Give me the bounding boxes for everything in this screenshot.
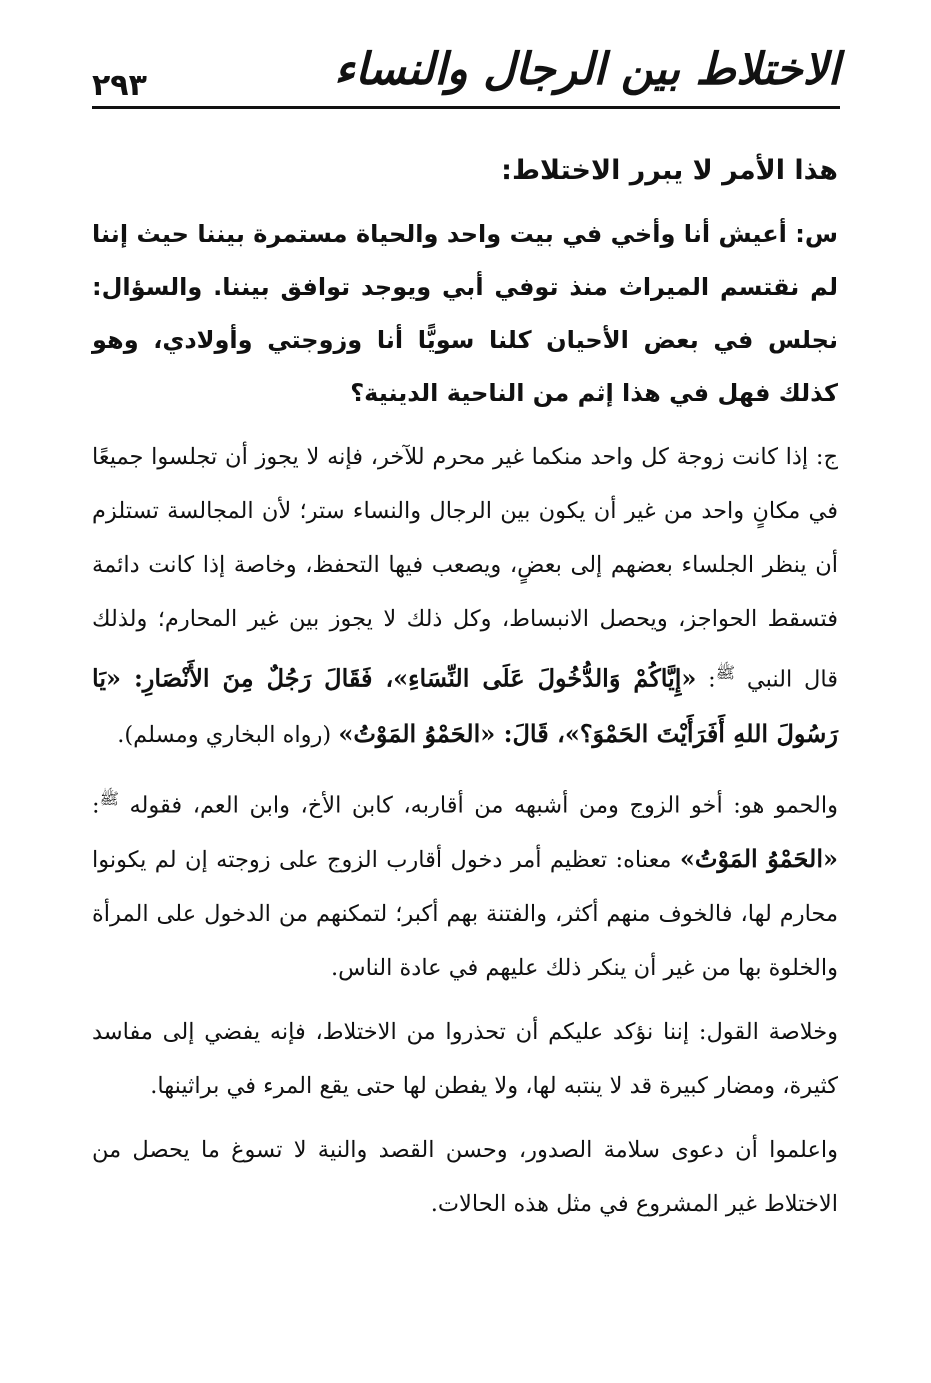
page-content bbox=[92, 148, 838, 1241]
conclusion-paragraph: وخلاصة القول: إننا نؤكد عليكم أن تحذروا من الاختلاط، فإنه يفضي إلى مفاسد كثيرة، ومضار كبيرة قد لا ينتبه لها، ولا يفطن لها حتى يقع المرء في براثينها. bbox=[92, 1019, 838, 1099]
answer-paragraph: ج: إذا كانت زوجة كل واحد منكما غير محرم للآخر، فإنه لا يجوز أن تجلسوا جميعًا في مكانٍ واحد من غير أن يكون بين الرجال والنساء ستر؛ لأن المجالسة تستلزم أن ينظر الجلساء بعضهم إلى بعضٍ، ويصعب فيها التحفظ، وخاصة إذا كانت دائمة فتسقط الحواجز، ويحصل الانبساط، وكل ذلك لا يجوز بين غير المحارم؛ ولذلك قال النبي $^ﷺ$: «إِيَّاكُمْ وَالدُّخُولَ عَلَى النِّسَاءِ»، فَقَالَ رَجُلٌ مِنَ الأَنْصَارِ: «يَا رَسُولَ اللهِ أَفَرَأَيْتَ الحَمْوَ؟»، قَالَ: «الحَمْوُ المَوْتُ» (رواه البخاري ومسلم). bbox=[92, 444, 838, 748]
salawat-symbol: ﷺ bbox=[715, 663, 736, 682]
salawat-symbol-2: ﷺ bbox=[99, 788, 119, 808]
book-title: الاختلاط بين الرجال والنساء bbox=[334, 44, 840, 95]
answer-text: ج: إذا كانت زوجة كل واحد منكما غير محرم للآخر، فإنه لا يجوز أن تجلسوا جميعًا في مكانٍ واحد من غير أن يكون بين الرجال والنساء ستر؛ لأن المجالسة تستلزم أن ينظر الجلساء بعضهم إلى بعضٍ، ويصعب فيها التحفظ، وخاصة إذا كانت دائمة فتسقط الحواجز، ويحصل الانبساط، وكل ذلك لا يجوز بين غير المحارم؛ ولذلك قال النبي bbox=[92, 444, 838, 693]
hamw-paragraph: والحمو هو: أخو الزوج ومن أشبهه من أقاربه، كابن الأخ، وابن العم، فقوله $^ﷺ$: «الحَمْوُ المَوْتُ» معناه: تعظيم أمر دخول أقارب الزوج على زوجته إن لم يكونوا محارم لها، فالخوف منهم أكثر، والفتنة بهم أكبر؛ لتمكنهم من الدخول على المرأة والخلوة بها من غير أن ينكر ذلك عليهم في عادة الناس. bbox=[92, 788, 839, 981]
final-paragraph: واعلموا أن دعوى سلامة الصدور، وحسن القصد والنية لا تسوغ ما يحصل من الاختلاط غير المشروع في مثل هذه الحالات. bbox=[92, 1137, 838, 1217]
page-header bbox=[92, 40, 840, 112]
hadith-source: (رواه البخاري ومسلم). bbox=[117, 721, 332, 748]
header-rule bbox=[92, 106, 840, 109]
page-number: ٢٩٣ bbox=[92, 68, 147, 103]
question-paragraph: س: أعيش أنا وأخي في بيت واحد والحياة مستمرة بيننا حيث إننا لم نقتسم الميراث منذ توفي أبي ويوجد توافق بيننا. والسؤال: نجلس في بعض الأحيان كلنا سويًّا أنا وزوجتي وأولادي، وهو كذلك فهل في هذا إثم من الناحية الدينية؟ bbox=[92, 220, 838, 407]
hamw-explanation: معناه: تعظيم أمر دخول أقارب الزوج على زوجته إن لم يكونوا محارم لها، فالخوف منهم أكثر، والفتنة بهم أكبر؛ لتمكنهم من الدخول على المرأة والخلوة بها من غير أن ينكر ذلك عليهم في عادة الناس. bbox=[92, 847, 838, 981]
hadith-quote-2: «الحَمْوُ المَوْتُ» bbox=[679, 844, 839, 873]
section-heading: هذا الأمر لا يبرر الاختلاط: bbox=[501, 155, 838, 186]
hadith-quote: «إِيَّاكُمْ وَالدُّخُولَ عَلَى النِّسَاءِ»، فَقَالَ رَجُلٌ مِنَ الأَنْصَارِ: «يَا رَسُولَ اللهِ أَفَرَأَيْتَ الحَمْوَ؟»، قَالَ: «الحَمْوُ المَوْتُ» bbox=[92, 663, 838, 748]
hamw-text: والحمو هو: أخو الزوج ومن أشبهه من أقاربه، كابن الأخ، وابن العم، فقوله bbox=[129, 792, 838, 818]
